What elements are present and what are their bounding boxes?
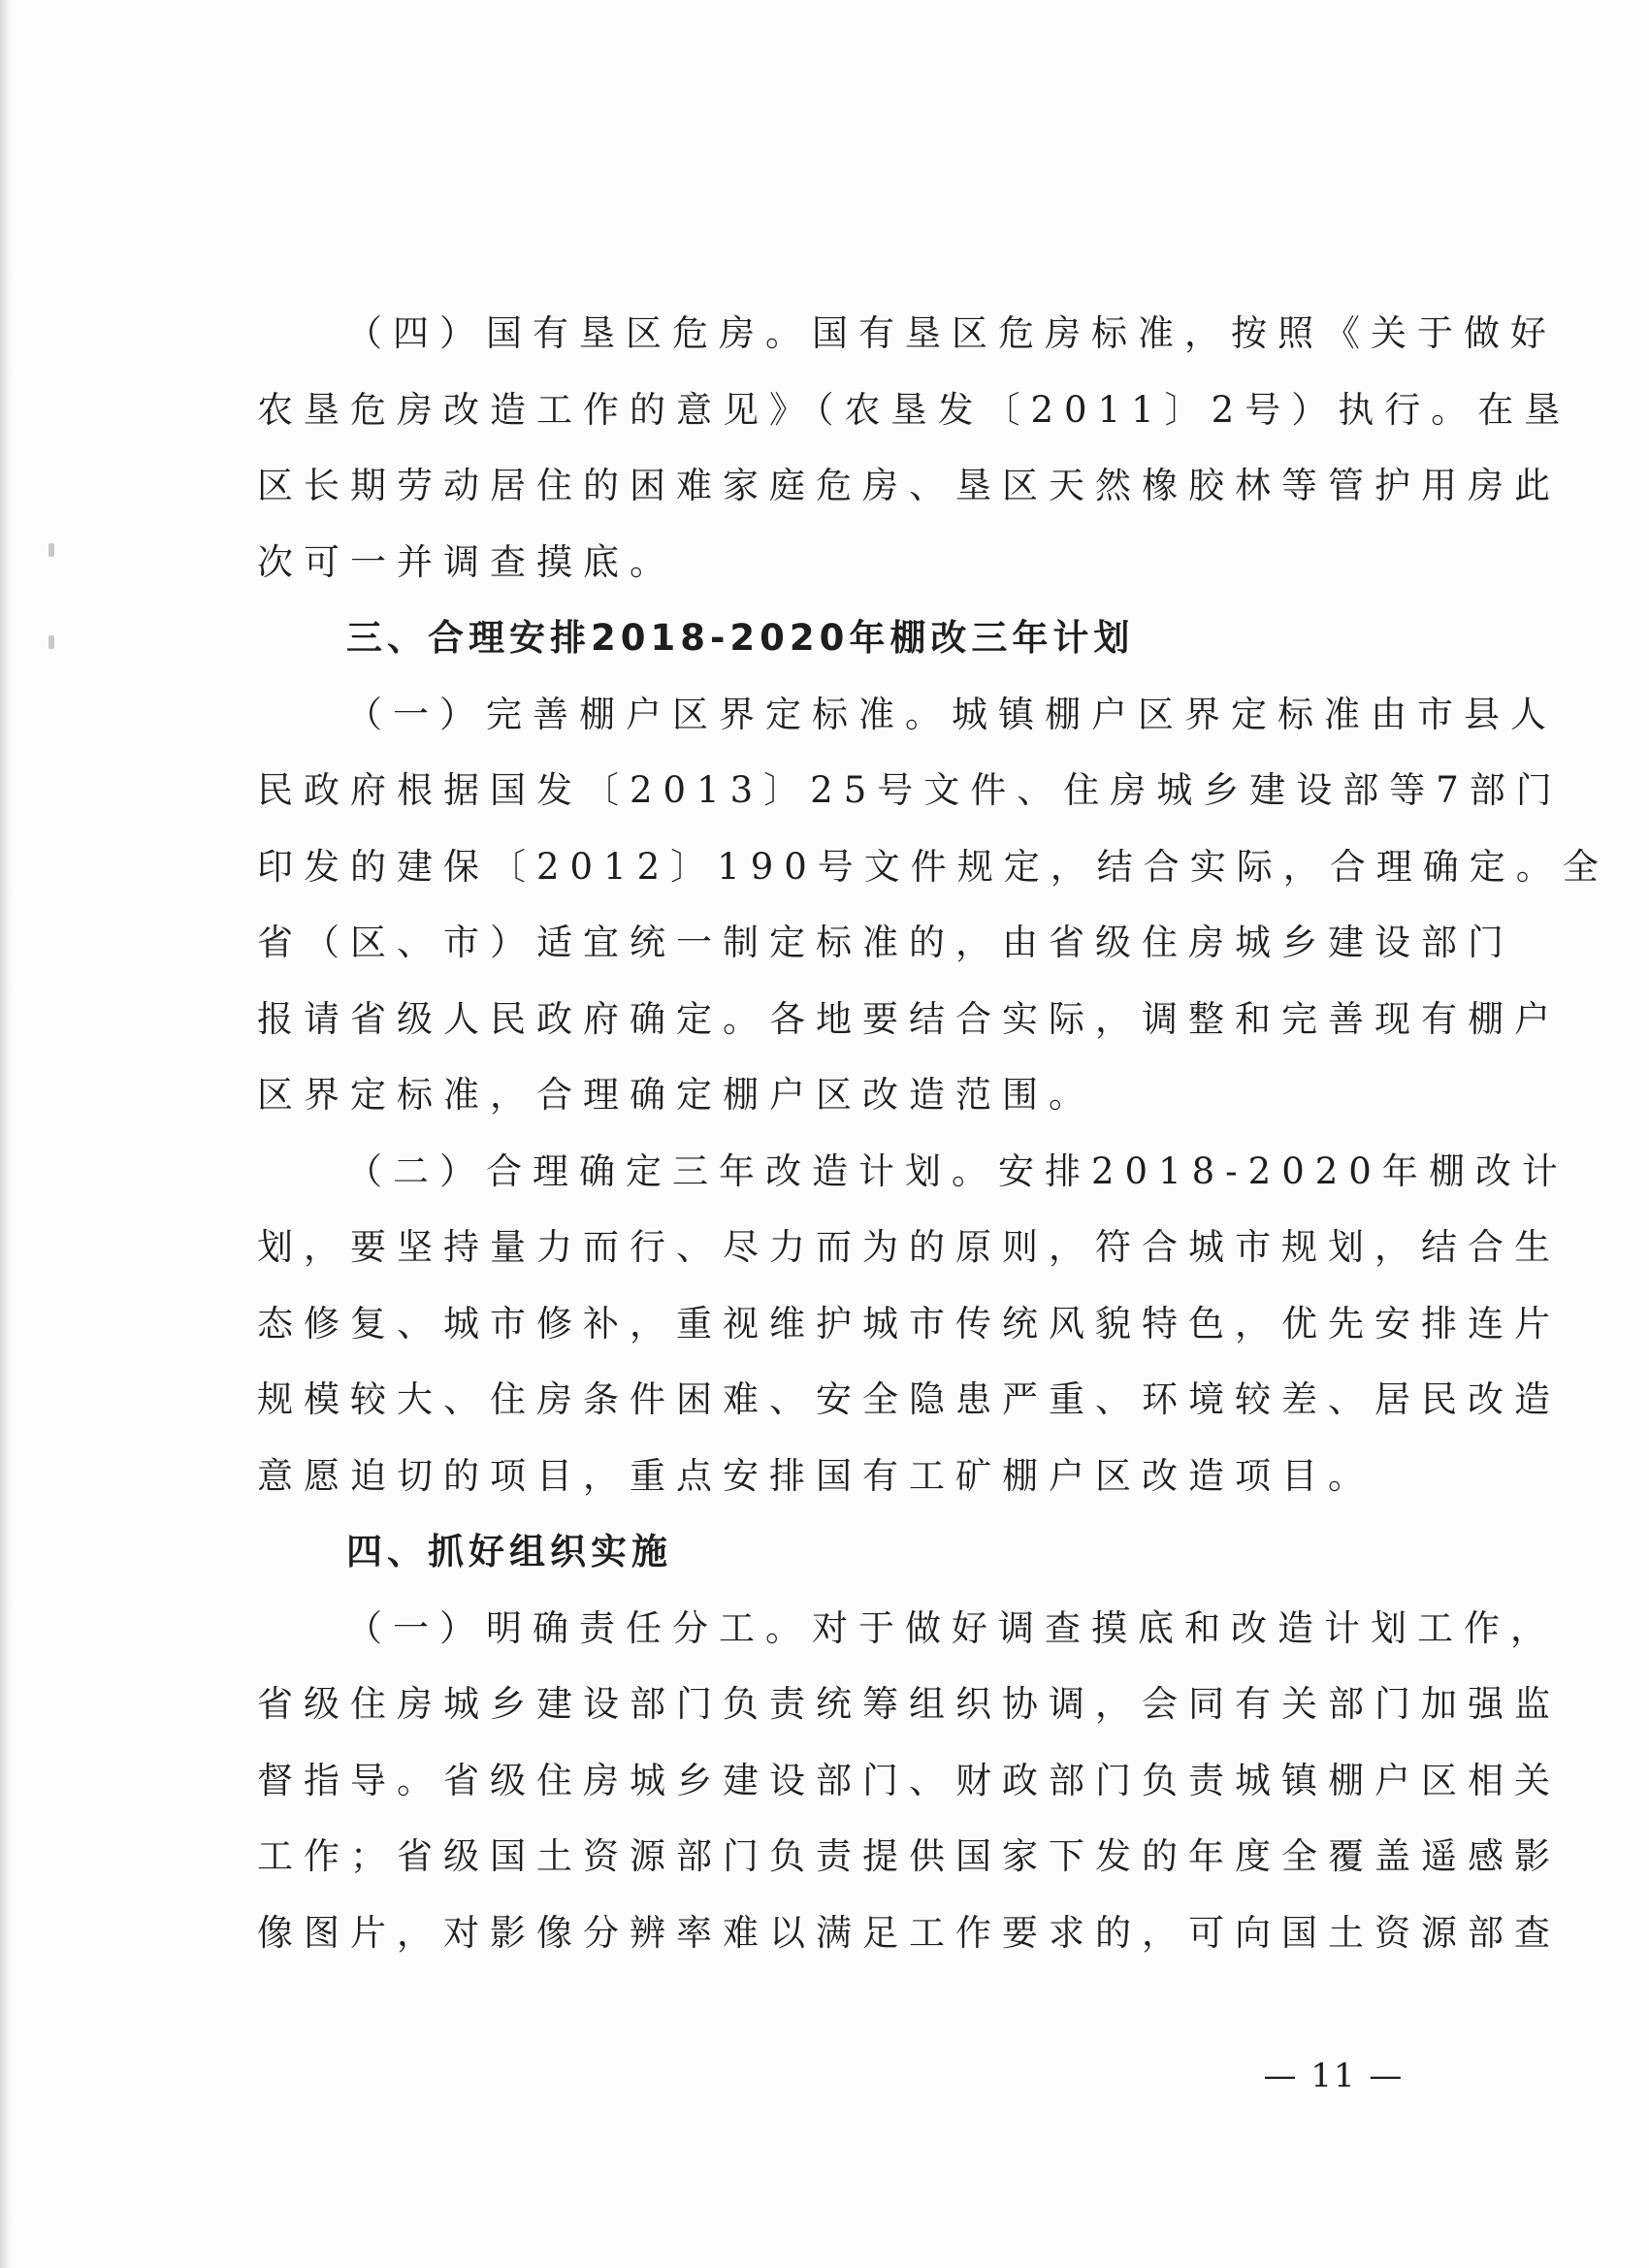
- paragraph-line: 次可一并调查摸底。: [257, 540, 676, 583]
- paragraph-line: 像图片，对影像分辨率难以满足工作要求的，可向国土资源部查: [257, 1911, 1561, 1954]
- paragraph-line: 工作；省级国土资源部门负责提供国家下发的年度全覆盖遥感影: [257, 1835, 1561, 1877]
- binding-mark: [48, 543, 54, 557]
- binding-edge: [0, 0, 14, 2268]
- paragraph-line: 报请省级人民政府确定。各地要结合实际，调整和完善现有棚户: [257, 997, 1561, 1040]
- page-number: — 11 —: [1263, 2057, 1405, 2095]
- paragraph-line: 督指导。省级住房城乡建设部门、财政部门负责城镇棚户区相关: [257, 1759, 1561, 1801]
- section-heading: 三、合理安排2018-2020年棚改三年计划: [346, 617, 1135, 659]
- paragraph-line: 区长期劳动居住的困难家庭危房、垦区天然橡胶林等管护用房此: [257, 465, 1561, 506]
- paragraph-line: 印发的建保〔2012〕190号文件规定，结合实际，合理确定。全: [257, 845, 1609, 888]
- paragraph-line: 规模较大、住房条件困难、安全隐患严重、环境较差、居民改造: [257, 1378, 1561, 1420]
- body-text: [257, 296, 1609, 1971]
- paragraph-line: 民政府根据国发〔2013〕25号文件、住房城乡建设部等7部门: [257, 769, 1563, 811]
- binding-mark: [48, 635, 54, 649]
- section-heading: 四、抓好组织实施: [346, 1531, 672, 1572]
- paragraph-line: 农垦危房改造工作的意见》（农垦发〔2011〕2号）执行。在垦: [257, 388, 1571, 431]
- paragraph-line: 划，要坚持量力而行、尽力而为的原则，符合城市规划，结合生: [257, 1226, 1561, 1268]
- paragraph-line: 省（区、市）适宜统一制定标准的，由省级住房城乡建设部门: [257, 922, 1514, 963]
- paragraph-line: 意愿迫切的项目，重点安排国有工矿棚户区改造项目。: [257, 1454, 1374, 1497]
- paragraph-line: 态修复、城市修补，重视维护城市传统风貌特色，优先安排连片: [257, 1302, 1561, 1345]
- paragraph-line: 区界定标准，合理确定棚户区改造范围。: [257, 1074, 1095, 1116]
- paragraph-line: （一）完善棚户区界定标准。城镇棚户区界定标准由市县人: [346, 693, 1557, 735]
- paragraph-line: （二）合理确定三年改造计划。安排2018-2020年棚改计: [346, 1150, 1568, 1192]
- paragraph-line: （四）国有垦区危房。国有垦区危房标准，按照《关于做好: [346, 312, 1557, 354]
- paragraph-line: （一）明确责任分工。对于做好调查摸底和改造计划工作，: [346, 1606, 1557, 1649]
- paragraph-line: 省级住房城乡建设部门负责统筹组织协调，会同有关部门加强监: [257, 1683, 1561, 1725]
